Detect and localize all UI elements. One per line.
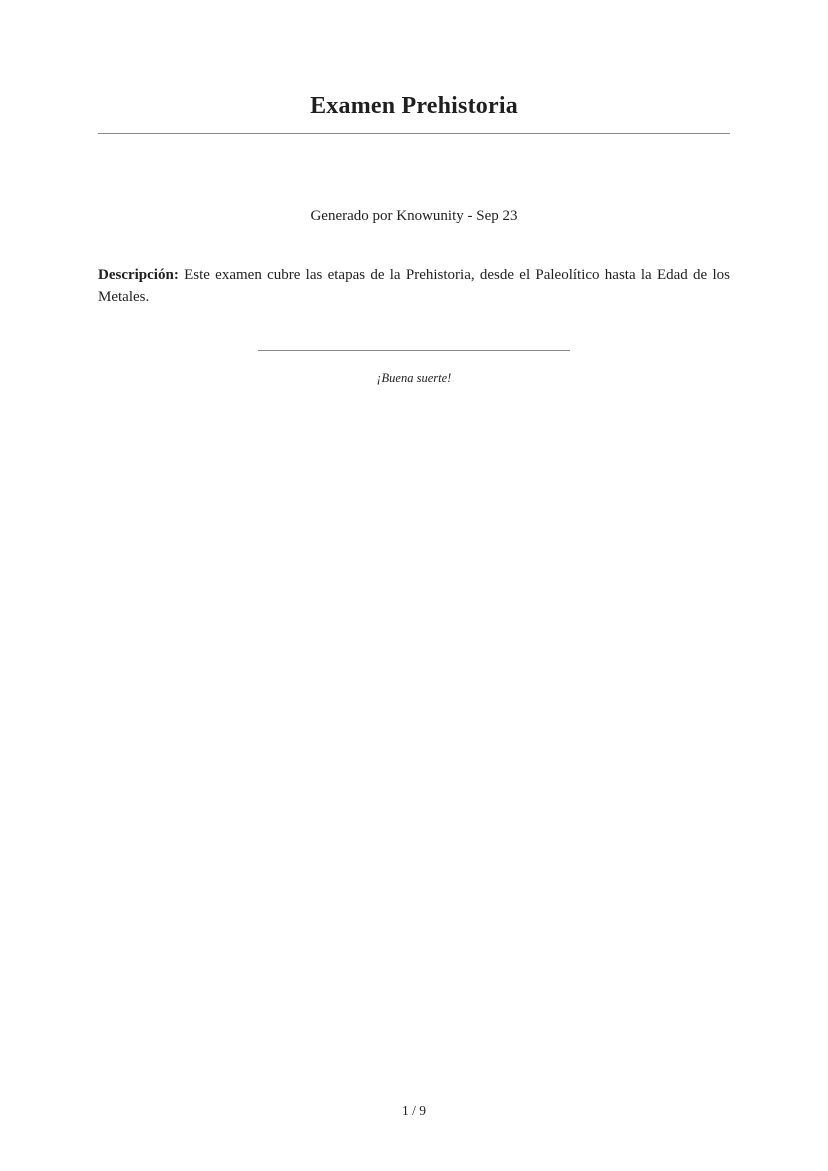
good-luck-text: ¡Buena suerte! [376,371,452,385]
page-number: 1 / 9 [401,1103,426,1118]
description-text: Este examen cubre las etapas de la Prehistoria, desde el Paleolítico hasta la Edad de los Metales. [98,267,730,305]
generated-by-line: Generado por Knowunity - Sep 23 [310,208,518,224]
document-title: Examen Prehistoria [310,93,518,119]
description-label: Descripción: [98,267,179,283]
document-content [0,0,828,386]
center-divider [258,350,570,351]
description-paragraph [98,265,730,308]
title-divider [98,133,730,134]
